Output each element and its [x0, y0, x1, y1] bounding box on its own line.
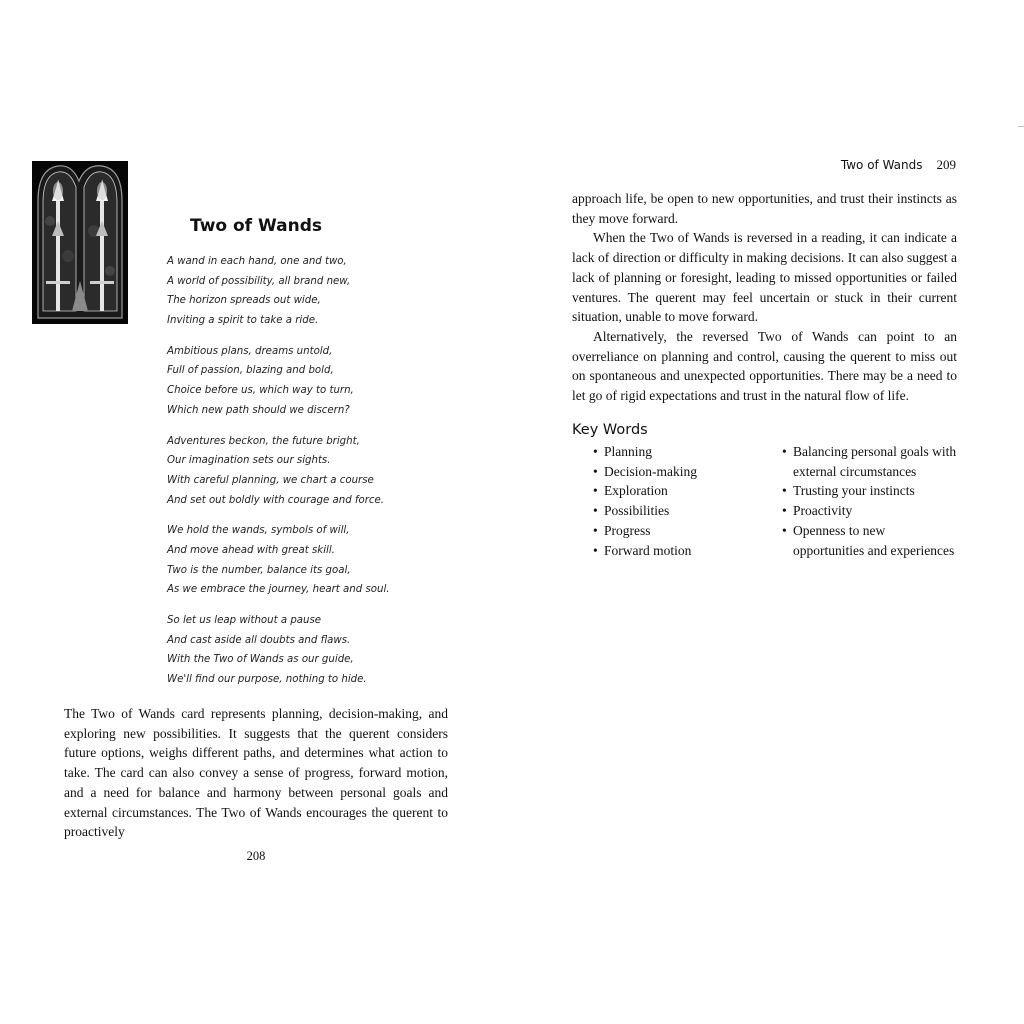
poem-stanza	[167, 521, 427, 600]
poem-line: With careful planning, we chart a course	[167, 474, 374, 486]
key-words-list-left	[593, 442, 763, 560]
poem-line: Our imagination sets our sights.	[167, 455, 331, 467]
poem-line: And cast aside all doubts and flaws.	[167, 634, 351, 646]
key-word-item: • Balancing personal goals with external circumstances	[782, 442, 958, 481]
key-word-item: • Proactivity	[782, 501, 958, 521]
body-paragraph: Alternatively, the reversed Two of Wands can point to an overreliance on planning and control, causing the querent to miss out on spontaneous and unexpected opportunities. There may be a need to let go of rigid expectations and trust in the natural flow of life.	[572, 328, 957, 404]
key-word-item: • Decision-making	[593, 462, 763, 482]
poem-line: Inviting a spirit to take a ride.	[167, 315, 319, 327]
page-edge-mark	[1018, 126, 1024, 127]
poem-line: Choice before us, which way to turn,	[167, 385, 354, 397]
body-paragraph: approach life, be open to new opportunities, and trust their instincts as they move forward.	[572, 191, 957, 226]
right-body	[572, 189, 957, 406]
right-page-number: 209	[936, 157, 956, 172]
key-word-item: • Forward motion	[593, 541, 763, 561]
poem-line: A wand in each hand, one and two,	[167, 256, 347, 267]
poem-line: A world of possibility, all brand new,	[167, 275, 351, 287]
key-word-item: • Exploration	[593, 481, 763, 501]
tarot-card-image	[32, 161, 128, 324]
poem-stanza	[167, 252, 427, 331]
poem-stanza	[167, 342, 427, 421]
poem-line: Ambitious plans, dreams untold,	[167, 345, 333, 357]
poem-line: Which new path should we discern?	[167, 404, 350, 416]
body-paragraph: When the Two of Wands is reversed in a reading, it can indicate a lack of direction or difficulty in making decisions. It can also suggest a lack of planning or foresight, leading to missed opportunities or failed ventures. The querent may feel uncertain or stuck in their current situation, unable to move forward.	[572, 230, 957, 325]
running-head	[841, 157, 956, 173]
running-head-title: Two of Wands	[840, 158, 923, 172]
key-word-item: • Openness to new opportunities and experiences	[782, 521, 958, 560]
poem-line: We'll find our purpose, nothing to hide.	[167, 674, 367, 686]
poem	[167, 252, 427, 701]
poem-line: And set out boldly with courage and force.	[167, 494, 385, 506]
left-page-number: 208	[246, 849, 266, 863]
key-words-heading: Key Words	[572, 422, 648, 438]
poem-line: Two is the number, balance its goal,	[167, 564, 351, 576]
poem-stanza	[167, 611, 427, 690]
key-word-item: • Progress	[593, 521, 763, 541]
poem-line: So let us leap without a pause	[167, 615, 322, 626]
key-words-list-right	[782, 442, 958, 560]
poem-line: And move ahead with great skill.	[167, 544, 335, 556]
poem-line: As we embrace the journey, heart and soul.	[167, 584, 390, 596]
poem-line: Adventures beckon, the future bright,	[167, 435, 360, 447]
poem-line: We hold the wands, symbols of will,	[167, 525, 350, 537]
key-word-item: • Possibilities	[593, 501, 763, 521]
key-word-item: • Planning	[593, 442, 763, 462]
poem-line: With the Two of Wands as our guide,	[167, 654, 354, 666]
left-body-paragraph: The Two of Wands card represents planning, decision-making, and exploring new possibilities. It suggests that the querent considers future options, weighs different paths, and determines what action to take. The card can also convey a sense of progress, forward motion, and a need for balance and harmony between personal goals and external circumstances. The Two of Wands encourages the querent to proactively	[64, 706, 448, 840]
poem-stanza	[167, 432, 427, 511]
card-title: Two of Wands	[189, 216, 323, 236]
poem-line: Full of passion, blazing and bold,	[167, 365, 334, 377]
poem-line: The horizon spreads out wide,	[167, 295, 321, 307]
key-word-item: • Trusting your instincts	[782, 481, 958, 501]
